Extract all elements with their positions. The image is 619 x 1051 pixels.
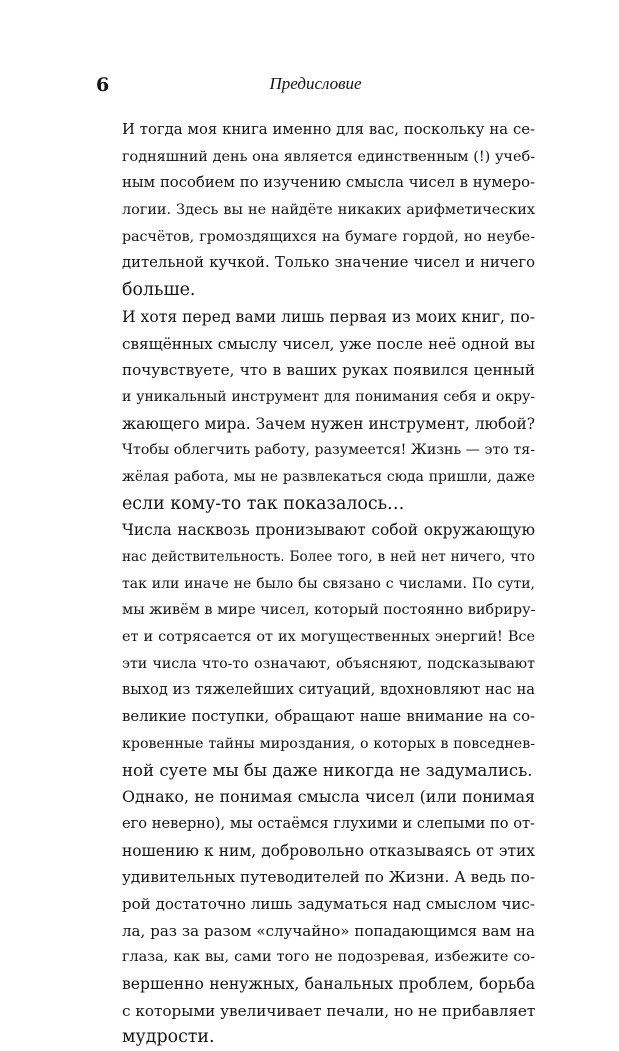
text-line: нас действительность. Более того, в ней нет ничего, что (122, 549, 535, 565)
text-line: если кому-то так показалось… (122, 493, 405, 514)
page-header (96, 74, 535, 100)
text-line: глаза, как вы, сами того не подозревая, избежите со- (122, 949, 535, 966)
paragraph (96, 784, 535, 1051)
running-title: Предисловие (269, 74, 362, 93)
text-line: вершенно ненужных, банальных проблем, борьба (122, 975, 535, 993)
text-line: мы живём в мире чисел, который постоянно вибриру- (122, 602, 535, 619)
paragraph (96, 517, 535, 784)
text-line: логии. Здесь вы не найдёте никаких арифметических (122, 202, 535, 219)
text-line: Чтобы облегчить работу, разумеется! Жизнь — это тя- (122, 442, 535, 459)
text-line: удивительных путеводителей по Жизни. А ведь по- (122, 868, 535, 887)
text-line: Однако, не понимая смысла чисел (или понимая (122, 787, 535, 807)
text-line: его неверно), мы остаёмся глухими и слепыми по от- (122, 814, 535, 832)
paragraph (96, 117, 535, 304)
text-line: расчётов, громоздящихся на бумаге гордой, но неубе- (122, 228, 535, 245)
text-line: почувствуете, что в ваших руках появился ценный (122, 361, 535, 380)
paragraph (96, 304, 535, 518)
text-line: ной суете мы бы даже никогда не задумались. (122, 760, 533, 780)
text-line: свящённых смыслу чисел, уже после неё одной вы (122, 334, 535, 353)
text-line: так или иначе не было бы связано с числами. По сути, (122, 575, 535, 592)
text-line: и уникальный инструмент для понимания себя и окру- (122, 388, 535, 405)
text-line: с которыми увеличивает печали, но не прибавляет (122, 1001, 535, 1020)
text-line: эти числа что-то означают, объясняют, подсказывают (122, 655, 535, 672)
text-line: годняшний день она является единственным (!) учеб- (122, 148, 535, 165)
text-line: ным пособием по изучению смысла чисел в нумеро- (122, 174, 535, 192)
text-line: И тогда моя книга именно для вас, поскольку на се- (122, 121, 535, 138)
text-line: выход из тяжелейших ситуаций, вдохновляют нас на (122, 681, 535, 699)
text-line: И хотя перед вами лишь первая из моих книг, по- (122, 307, 535, 326)
text-line: великие поступки, обращают наше внимание на со- (122, 708, 535, 726)
text-line: жёлая работа, мы не развлекаться сюда пришли, даже (122, 468, 535, 485)
text-line: ет и сотрясается от их могущественных энергий! Все (122, 629, 535, 646)
body-text (96, 117, 535, 1051)
text-line: мудрости. (122, 1027, 215, 1048)
text-line: дительной кучкой. Только значение чисел и ничего (122, 254, 535, 272)
page-number: 6 (96, 74, 110, 96)
text-line: жающего мира. Зачем нужен инструмент, любой? (122, 414, 535, 433)
text-line: ношению к ним, добровольно отказываясь от этих (122, 841, 535, 860)
text-line: кровенные тайны мироздания, о которых в повседнев- (122, 735, 535, 752)
text-line: рой достаточно лишь задуматься над смыслом чис- (122, 894, 535, 913)
text-line: больше. (122, 280, 196, 301)
text-line: Числа насквозь пронизывают собой окружающую (122, 521, 535, 540)
text-line: ла, раз за разом «случайно» попадающимся вам на (122, 921, 535, 940)
